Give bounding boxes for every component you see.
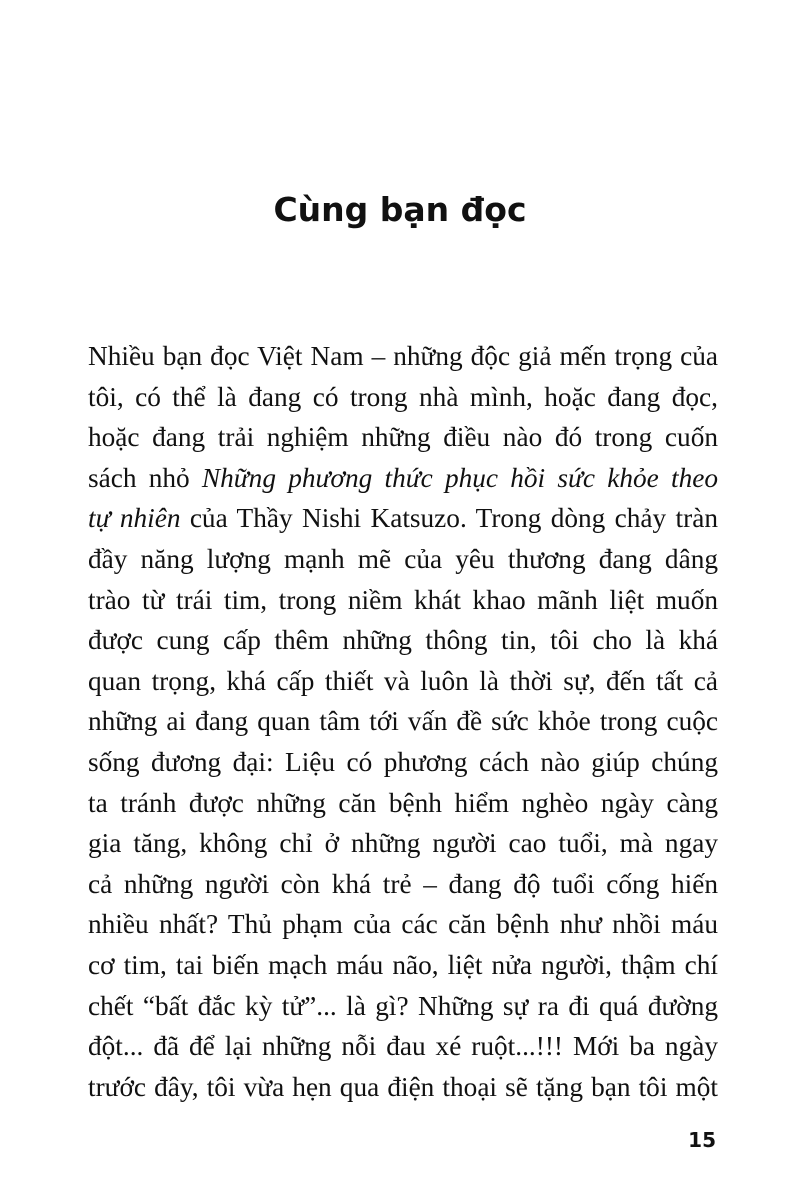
text-line: hoặc đang trải nghiệm những điều nào đó trong cuốn xyxy=(88,422,718,453)
text-line-with-book-title xyxy=(88,498,718,539)
text-line: trước đây, tôi vừa hẹn qua điện thoại sẽ tặng bạn tôi một xyxy=(88,1071,718,1102)
text-line: Nhiều bạn đọc Việt Nam – những độc giả mến trọng của xyxy=(88,341,718,371)
book-title-italic: Những phương thức phục hồi sức khỏe theo xyxy=(201,462,718,493)
text-line: sống đương đại: Liệu có phương cách nào giúp chúng xyxy=(88,746,718,777)
text-segment: của Thầy Nishi Katsuzo. Trong dòng chảy tràn xyxy=(180,503,718,534)
page-number: 15 xyxy=(688,1128,716,1152)
text-line: quan trọng, khá cấp thiết và luôn là thời sự, đến tất cả xyxy=(88,665,718,696)
chapter-title: Cùng bạn đọc xyxy=(273,190,527,229)
text-line: được cung cấp thêm những thông tin, tôi cho là khá xyxy=(88,625,718,656)
text-line: cơ tim, tai biến mạch máu não, liệt nửa người, thậm chí xyxy=(88,949,718,980)
body-paragraph xyxy=(88,336,718,1107)
text-line: ta tránh được những căn bệnh hiểm nghèo ngày càng xyxy=(88,787,718,818)
text-line: nhiều nhất? Thủ phạm của các căn bệnh như nhồi máu xyxy=(88,909,718,940)
text-line: tôi, có thể là đang có trong nhà mình, hoặc đang đọc, xyxy=(88,381,718,412)
book-title-italic: tự nhiên xyxy=(88,503,181,534)
text-segment: sách nhỏ xyxy=(88,462,202,493)
text-line: gia tăng, không chỉ ở những người cao tuổi, mà ngay xyxy=(88,828,718,859)
text-line: những ai đang quan tâm tới vấn đề sức khỏe trong cuộc xyxy=(88,706,718,737)
text-line: trào từ trái tim, trong niềm khát khao mãnh liệt muốn xyxy=(88,584,718,615)
text-line: đột... đã để lại những nỗi đau xé ruột...!!! Mới ba ngày xyxy=(88,1031,718,1062)
text-line: chết “bất đắc kỳ tử”... là gì? Những sự ra đi quá đường xyxy=(88,990,718,1021)
text-line-with-book-title xyxy=(88,458,718,499)
text-line: cả những người còn khá trẻ – đang độ tuổi cống hiến xyxy=(88,868,718,899)
text-line: đầy năng lượng mạnh mẽ của yêu thương đang dâng xyxy=(88,543,718,574)
